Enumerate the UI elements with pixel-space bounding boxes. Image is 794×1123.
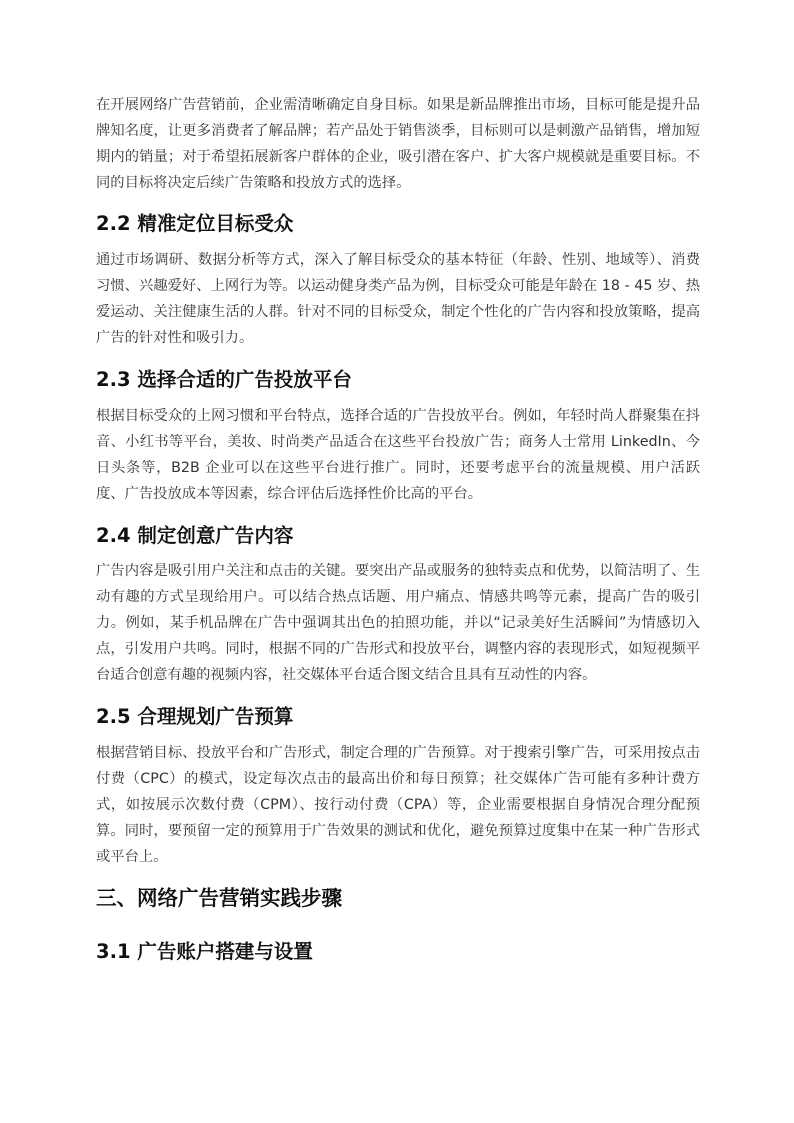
- paragraph-platform-choice: 根据目标受众的上网习惯和平台特点，选择合适的广告投放平台。例如，年轻时尚人群聚集在抖音、小红书等平台，美妆、时尚类产品适合在这些平台投放广告；商务人士常用 LinkedIn、今日头条等，B2B 企业可以在这些平台进行推广。同时，还要考虑平台的流量规模、用户活跃度、广告投放成本等因素，综合评估后选择性价比高的平台。: [96, 408, 700, 502]
- section-3-1: [96, 938, 700, 966]
- intro-paragraph-block: [96, 92, 700, 196]
- heading-2-4: 2.4 制定创意广告内容: [96, 524, 294, 547]
- section-2-5-body: [96, 740, 700, 870]
- heading-2-2: 2.2 精准定位目标受众: [96, 212, 294, 235]
- paragraph-target-audience: 通过市场调研、数据分析等方式，深入了解目标受众的基本特征（年龄、性别、地域等）、消费习惯、兴趣爱好、上网行为等。以运动健身类产品为例，目标受众可能是年龄在 18 - 45 岁、热爱运动、关注健康生活的人群。针对不同的目标受众，制定个性化的广告内容和投放策略，提高广告的针对性和吸引力。: [96, 252, 700, 346]
- section-2-4-body: [96, 558, 700, 688]
- section-2-3-body: [96, 403, 700, 507]
- heading-3-1: 3.1 广告账户搭建与设置: [96, 940, 313, 963]
- section-2-3: [96, 366, 700, 394]
- chapter-3: [96, 883, 700, 913]
- paragraph-goals: 在开展网络广告营销前，企业需清晰确定自身目标。如果是新品牌推出市场，目标可能是提升品牌知名度，让更多消费者了解品牌；若产品处于销售淡季，目标则可以是刺激产品销售，增加短期内的销量；对于希望拓展新客户群体的企业，吸引潜在客户、扩大客户规模就是重要目标。不同的目标将决定后续广告策略和投放方式的选择。: [96, 97, 700, 191]
- heading-2-3: 2.3 选择合适的广告投放平台: [96, 368, 352, 391]
- section-2-4: [96, 522, 700, 550]
- heading-chapter-3: 三、网络广告营销实践步骤: [96, 886, 342, 910]
- heading-2-5: 2.5 合理规划广告预算: [96, 705, 294, 728]
- paragraph-budget: 根据营销目标、投放平台和广告形式，制定合理的广告预算。对于搜索引擎广告，可采用按点击付费（CPC）的模式，设定每次点击的最高出价和每日预算；社交媒体广告可能有多种计费方式，如按展示次数付费（CPM）、按行动付费（CPA）等，企业需要根据自身情况合理分配预算。同时，要预留一定的预算用于广告效果的测试和优化，避免预算过度集中在某一种广告形式或平台上。: [96, 745, 700, 865]
- section-2-5: [96, 703, 700, 731]
- paragraph-creative-content: 广告内容是吸引用户关注和点击的关键。要突出产品或服务的独特卖点和优势，以简洁明了、生动有趣的方式呈现给用户。可以结合热点话题、用户痛点、情感共鸣等元素，提高广告的吸引力。例如，某手机品牌在广告中强调其出色的拍照功能，并以“记录美好生活瞬间”为情感切入点，引发用户共鸣。同时，根据不同的广告形式和投放平台，调整内容的表现形式，如短视频平台适合创意有趣的视频内容，社交媒体平台适合图文结合且具有互动性的内容。: [96, 563, 700, 683]
- section-2-2: [96, 210, 700, 238]
- section-2-2-body: [96, 247, 700, 351]
